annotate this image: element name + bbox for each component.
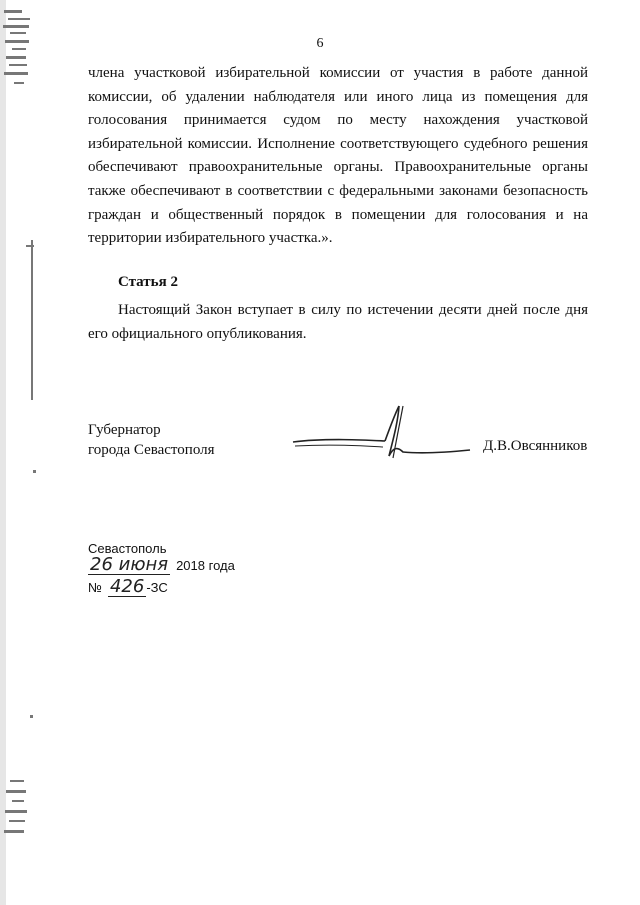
number-suffix: -ЗС xyxy=(146,580,168,595)
date-line xyxy=(88,556,235,575)
place-of-signing: Севастополь xyxy=(88,541,167,556)
number-prefix: № xyxy=(88,580,102,595)
handwritten-law-number: 426 xyxy=(109,576,145,597)
continued-paragraph xyxy=(88,62,588,251)
law-number-line xyxy=(88,578,168,597)
handwritten-date: 26 июня xyxy=(90,554,169,575)
page-number: 6 xyxy=(316,36,324,51)
governor-name: Д.В.Овсянников xyxy=(483,438,588,454)
scan-edge-artifact xyxy=(0,0,36,905)
governor-title-line1: Губернатор xyxy=(88,422,161,438)
article-paragraph: Настоящий Закон вступает в силу по истечении десяти дней после дня его официального опубликования. xyxy=(88,302,588,342)
governor-title xyxy=(88,420,215,460)
handwritten-signature xyxy=(285,400,475,470)
governor-title-line2: города Севастополя xyxy=(88,442,215,458)
article-heading: Статья 2 xyxy=(118,274,178,290)
date-year: 2018 года xyxy=(176,558,235,573)
paragraph-text: члена участковой избирательной комиссии от участия в работе данной комиссии, об удалении наблюдателя или иного лица из помещения для голосования принимается судом по месту нахождения участковой избирательной комиссии. Исполнение соответствующего судебного решения обеспечивают правоохранительные органы. Правоохранительные органы также обеспечивают в соответствии с федеральными законами безопасность граждан и общественный порядок в помещении для голосования и на территории избирательного участка.». xyxy=(88,65,588,247)
